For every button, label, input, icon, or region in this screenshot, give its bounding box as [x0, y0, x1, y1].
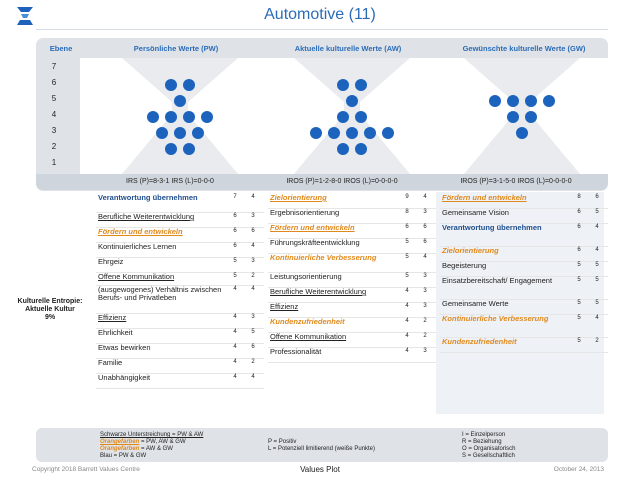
value-dot	[337, 111, 349, 123]
legend-line-3: Orangefarben = AW & GW	[100, 446, 173, 452]
value-label: Fördern und entwickeln	[442, 193, 527, 202]
level-label: 3	[51, 126, 57, 135]
value-rank: 5	[595, 300, 599, 306]
value-dot	[355, 111, 367, 123]
value-row	[268, 239, 436, 254]
value-rank: 4	[595, 315, 599, 321]
value-rank: 3	[251, 213, 255, 219]
value-count: 5	[405, 239, 409, 245]
value-label: Etwas bewirken	[98, 343, 151, 352]
value-rank: 6	[251, 228, 255, 234]
value-count: 5	[405, 273, 409, 279]
value-dot	[382, 127, 394, 139]
irs-status-bar	[36, 174, 608, 190]
value-dot	[507, 95, 519, 107]
value-dot	[310, 127, 322, 139]
value-dot	[355, 143, 367, 155]
value-label: Kontinuierliche Verbesserung	[270, 253, 377, 262]
value-label: Berufliche Weiterentwicklung	[98, 212, 195, 221]
value-count: 5	[577, 262, 581, 268]
value-count: 6	[233, 243, 237, 249]
legend-line-2: Orangefarben = PW, AW & GW	[100, 439, 186, 445]
value-count: 5	[405, 254, 409, 260]
value-row	[440, 300, 608, 315]
value-count: 6	[577, 224, 581, 230]
status-aw: IROS (P)=1-2-8-0 IROS (L)=0-0-0-0	[286, 178, 398, 185]
value-label: Einsatzbereitschaft/ Engagement	[442, 276, 553, 285]
value-dot	[525, 111, 537, 123]
value-label: Offene Kommunikation	[98, 272, 175, 281]
value-row	[96, 228, 264, 243]
value-count: 4	[405, 288, 409, 294]
value-rank: 5	[595, 262, 599, 268]
value-row	[440, 224, 608, 247]
value-dot	[183, 111, 195, 123]
value-dot	[165, 143, 177, 155]
value-label: Zielorientierung	[270, 193, 327, 202]
legend-positive: P = Positiv	[268, 439, 297, 445]
entropy-line1: Kulturelle Entropie:	[17, 298, 83, 305]
legend-s: S = Gesellschaftlich	[462, 453, 515, 459]
value-label: Effizienz	[270, 302, 299, 311]
value-count: 9	[405, 194, 409, 200]
value-row	[268, 254, 436, 273]
value-count: 4	[233, 314, 237, 320]
value-row	[268, 209, 436, 224]
value-label: Offene Kommunikation	[270, 332, 347, 341]
value-row	[268, 224, 436, 239]
legend-middle	[268, 439, 375, 453]
value-rank: 6	[595, 194, 599, 200]
value-dot	[183, 79, 195, 91]
legend-limiting: L = Potenziell limitierend (weiße Punkte)	[268, 446, 375, 452]
value-label: Kontinuierliche Verbesserung	[442, 314, 549, 323]
value-count: 7	[233, 194, 237, 200]
value-label: Unabhängigkeit	[98, 373, 151, 382]
value-rank: 4	[251, 374, 255, 380]
value-count: 4	[233, 286, 237, 292]
value-dot	[174, 127, 186, 139]
value-rank: 2	[595, 338, 599, 344]
value-count: 4	[405, 303, 409, 309]
value-label: Verantwortung übernehmen	[98, 193, 198, 202]
value-dot	[165, 79, 177, 91]
value-dot	[364, 127, 376, 139]
footer-title: Values Plot	[300, 465, 340, 474]
value-rank: 2	[423, 333, 427, 339]
value-rank: 4	[423, 194, 427, 200]
value-label: Ehrgeiz	[98, 257, 124, 266]
value-row	[96, 374, 264, 389]
value-dot	[507, 111, 519, 123]
header-ebene: Ebene	[49, 44, 73, 53]
value-rank: 2	[423, 318, 427, 324]
value-count: 4	[405, 333, 409, 339]
value-dot	[174, 95, 186, 107]
level-label: 6	[51, 78, 57, 87]
value-label: (ausgewogenes) Verhältnis zwischen Berufs- und Privatleben	[98, 285, 222, 302]
value-row	[440, 194, 608, 209]
value-dot	[337, 143, 349, 155]
entropy-label	[4, 298, 96, 322]
legend-line-1: Schwarze Unterstreichung = PW & AW	[100, 432, 204, 438]
value-row	[268, 273, 436, 288]
value-rank: 3	[423, 209, 427, 215]
legend-o: O = Organisatorisch	[462, 446, 516, 452]
value-count: 5	[577, 315, 581, 321]
value-count: 8	[405, 209, 409, 215]
value-label: Zielorientierung	[442, 246, 499, 255]
level-label: 4	[51, 110, 57, 119]
value-count: 5	[577, 338, 581, 344]
entropy-line2: Aktuelle Kultur	[25, 306, 75, 313]
value-dot	[543, 95, 555, 107]
value-row	[96, 344, 264, 359]
page-title: Automotive (11)	[264, 6, 376, 23]
value-row	[440, 315, 608, 338]
value-row	[96, 286, 264, 314]
status-gw: IROS (P)=3-1-5-0 IROS (L)=0-0-0-0	[460, 178, 572, 185]
status-pw: IRS (P)=8-3-1 IRS (L)=0-0-0	[126, 178, 214, 185]
value-rank: 4	[251, 243, 255, 249]
footer-date: October 24, 2013	[553, 466, 604, 473]
value-rank: 2	[251, 359, 255, 365]
value-rank: 6	[423, 239, 427, 245]
value-count: 6	[233, 213, 237, 219]
value-rank: 3	[423, 273, 427, 279]
value-row	[96, 213, 264, 228]
value-label: Kontinuierliches Lernen	[98, 242, 177, 251]
value-count: 8	[577, 194, 581, 200]
value-label: Effizienz	[98, 313, 127, 322]
value-dot	[355, 79, 367, 91]
value-row	[96, 258, 264, 273]
value-rank: 3	[423, 348, 427, 354]
legend-line-4: Blau = PW & GW	[100, 453, 147, 459]
value-rank: 5	[595, 277, 599, 283]
value-count: 5	[577, 300, 581, 306]
value-dot	[516, 127, 528, 139]
value-row	[268, 348, 436, 363]
value-rank: 4	[595, 247, 599, 253]
value-count: 4	[233, 344, 237, 350]
value-row	[268, 318, 436, 333]
value-label: Ehrlichkeit	[98, 328, 133, 337]
value-rank: 4	[423, 254, 427, 260]
value-row	[440, 209, 608, 224]
level-label: 2	[51, 142, 57, 151]
value-row	[96, 314, 264, 329]
value-dot	[346, 127, 358, 139]
value-rank: 3	[251, 258, 255, 264]
value-dot	[165, 111, 177, 123]
value-label: Professionalität	[270, 347, 322, 356]
value-dot	[525, 95, 537, 107]
value-row	[268, 303, 436, 318]
value-row	[440, 247, 608, 262]
value-rank: 4	[251, 194, 255, 200]
value-count: 4	[233, 329, 237, 335]
value-row	[268, 333, 436, 348]
value-count: 4	[405, 318, 409, 324]
legend-panel	[36, 428, 608, 462]
legend-i: I = Einzelperson	[462, 432, 506, 438]
value-label: Fördern und entwickeln	[270, 223, 355, 232]
value-count: 6	[577, 209, 581, 215]
value-rank: 4	[595, 224, 599, 230]
value-rank: 2	[251, 273, 255, 279]
value-label: Fördern und entwickeln	[98, 227, 183, 236]
value-count: 5	[233, 258, 237, 264]
legend-right	[462, 432, 516, 460]
value-label: Leistungsorientierung	[270, 272, 342, 281]
value-row	[440, 262, 608, 277]
header-pw: Persönliche Werte (PW)	[133, 44, 219, 53]
value-count: 4	[233, 374, 237, 380]
value-dot	[156, 127, 168, 139]
value-label: Berufliche Weiterentwicklung	[270, 287, 367, 296]
value-dot	[489, 95, 501, 107]
value-count: 5	[577, 277, 581, 283]
value-rank: 4	[251, 286, 255, 292]
value-count: 6	[233, 228, 237, 234]
value-count: 5	[233, 273, 237, 279]
entropy-value: 9%	[44, 314, 56, 321]
value-label: Gemeinsame Vision	[442, 208, 509, 217]
value-rank: 3	[423, 288, 427, 294]
value-row	[96, 194, 264, 213]
value-rank: 6	[251, 344, 255, 350]
value-count: 6	[405, 224, 409, 230]
value-label: Familie	[98, 358, 123, 367]
level-label: 5	[51, 94, 57, 103]
value-row	[96, 359, 264, 374]
header-gw: Gewünschte kulturelle Werte (GW)	[462, 44, 586, 53]
legend-r: R = Beziehung	[462, 439, 502, 445]
value-rank: 5	[595, 209, 599, 215]
value-label: Verantwortung übernehmen	[442, 223, 542, 232]
values-dot-plot	[36, 58, 608, 174]
value-row	[440, 277, 608, 300]
value-dot	[147, 111, 159, 123]
value-label: Kundenzufriedenheit	[270, 317, 345, 326]
value-row	[268, 288, 436, 303]
value-count: 4	[405, 348, 409, 354]
value-dot	[328, 127, 340, 139]
value-label: Gemeinsame Werte	[442, 299, 509, 308]
value-rank: 3	[251, 314, 255, 320]
value-count: 4	[233, 359, 237, 365]
value-row	[96, 329, 264, 344]
value-dot	[346, 95, 358, 107]
value-row	[440, 338, 608, 353]
value-label: Ergebnisorientierung	[270, 208, 340, 217]
value-rank: 5	[251, 329, 255, 335]
value-rank: 6	[423, 224, 427, 230]
value-dot	[201, 111, 213, 123]
value-dot	[192, 127, 204, 139]
value-row	[96, 243, 264, 258]
copyright: Copyright 2018 Barrett Values Centre	[32, 466, 140, 473]
value-label: Kundenzufriedenheit	[442, 337, 517, 346]
level-label: 1	[51, 158, 57, 167]
value-label: Führungskräfteentwicklung	[270, 238, 360, 247]
value-dot	[337, 79, 349, 91]
value-dot	[183, 143, 195, 155]
value-row	[268, 194, 436, 209]
value-rank: 3	[423, 303, 427, 309]
legend-left	[100, 432, 203, 460]
value-count: 6	[577, 247, 581, 253]
level-label: 7	[51, 62, 57, 71]
value-label: Begeisterung	[442, 261, 487, 270]
header-aw: Aktuelle kulturelle Werte (AW)	[294, 44, 402, 53]
